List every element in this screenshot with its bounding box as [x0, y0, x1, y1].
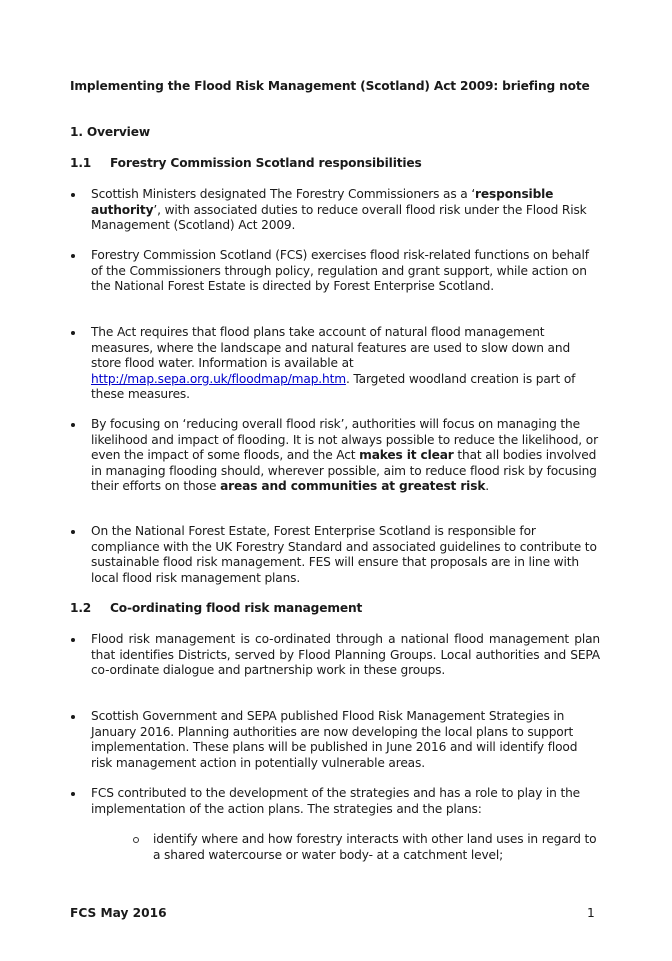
section-heading-1-1 [70, 156, 600, 172]
list-item-text: By focusing on ‘reducing overall flood risk’, authorities will focus on managing the likelihood and impact of flooding. It is not always possible to reduce the likelihood, or even the impact of some floods, and the Act makes it clear that all bodies involved in managing flooding should, wherever possible, aim to reduce flood risk by focusing their efforts on those areas and communities at greatest risk. [91, 417, 598, 494]
section-number: 1.1 [70, 156, 92, 170]
sub-list-item-text: identify where and how forestry interacts with other land uses in regard to a shared watercourse or water body- at a catchment level; [153, 832, 597, 862]
emphasis: areas and communities at greatest risk [220, 479, 486, 494]
emphasis: responsible authority [91, 187, 554, 217]
document-title: Implementing the Flood Risk Management (Scotland) Act 2009: briefing note [70, 79, 590, 93]
section-number: 1.2 [70, 601, 92, 615]
list-item-text: Forestry Commission Scotland (FCS) exercises flood risk-related functions on behalf of the Commissioners through policy, regulation and grant support, while action on the National Forest Estate is directed by Forest Enterprise Scotland. [91, 248, 589, 294]
list-item-text: The Act requires that flood plans take account of natural flood management measures, where the landscape and natural features are used to slow down and store flood water. Information is available at http://map.sepa.org.uk/floodmap/map.htm. Targeted woodland creation is part of these measures. [91, 325, 576, 402]
footer-date: FCS May 2016 [70, 906, 167, 920]
list-item-text: FCS contributed to the development of the strategies and has a role to play in the implementation of the action plans. The strategies and the plans: [91, 786, 581, 816]
list-item-text: On the National Forest Estate, Forest Enterprise Scotland is responsible for compliance with the UK Forestry Standard and associated guidelines to contribute to sustainable flood risk management. FES will ensure that proposals are in line with local flood risk management plans. [91, 524, 597, 585]
hollow-bullet-icon [133, 837, 139, 843]
emphasis: makes it clear [359, 448, 454, 463]
sepa-flood-map-link[interactable]: http://map.sepa.org.uk/floodmap/map.htm [91, 371, 346, 386]
section-title: Co-ordinating flood risk management [110, 601, 363, 615]
list-item-text: Scottish Government and SEPA published Flood Risk Management Strategies in January 2016. Planning authorities are now developing the local plans to support implementation. These plans will be published in June 2016 and will identify flood risk management action in potentially vulnerable areas. [91, 709, 578, 770]
section-heading-overview: 1. Overview [70, 125, 150, 139]
section-title: Forestry Commission Scotland responsibilities [110, 156, 422, 170]
list-item-text: Flood risk management is co-ordinated through a national flood management plan that identifies Districts, served by Flood Planning Groups. Local authorities and SEPA co-ordinate dialogue and partnership work in these groups. [91, 632, 600, 678]
page-number: 1 [587, 906, 595, 920]
list-item-text: Scottish Ministers designated The Forestry Commissioners as a ‘responsible authority’, with associated duties to reduce overall flood risk under the Flood Risk Management (Scotland) Act 2009. [91, 187, 587, 233]
section-heading-1-2 [70, 601, 600, 617]
